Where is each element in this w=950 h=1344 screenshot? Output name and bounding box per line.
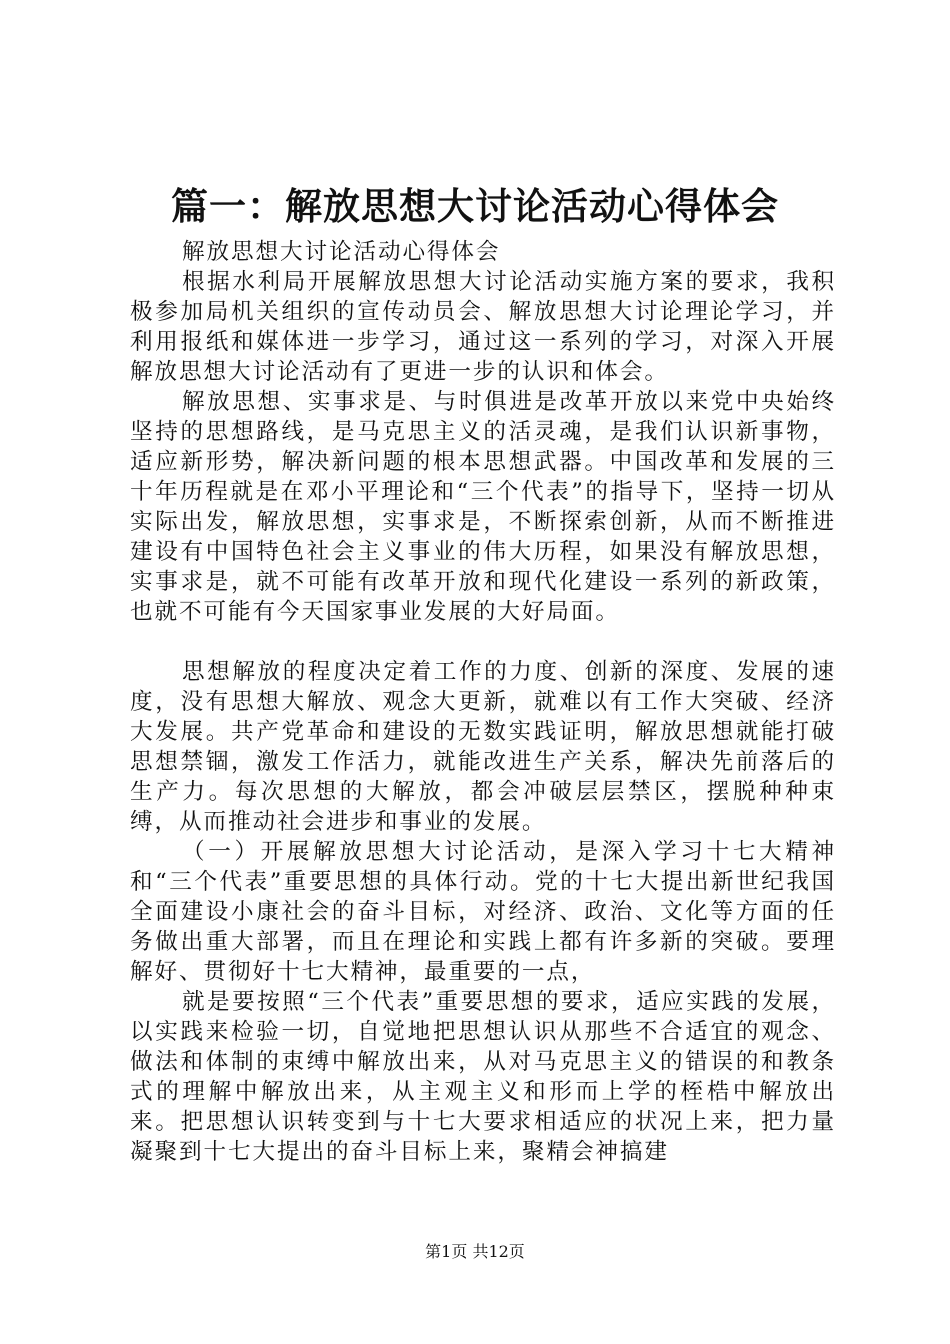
page-number-footer: 第1页 共12页 (425, 1242, 525, 1261)
body-paragraph: 思想解放的程度决定着工作的力度、创新的深度、发展的速度，没有思想大解放、观念大更新，就难以有工作大突破、经济大发展。共产党革命和建设的无数实践证明，解放思想就能打破思想禁锢，激发工作活力，就能改进生产关系，解决先前落后的生产力。每次思想的大解放，都会冲破层层禁区，摆脱种种束缚，从而推动社会进步和事业的发展。 (130, 659, 836, 835)
body-paragraph: 就是要按照“三个代表”重要思想的要求，适应实践的发展，以实践来检验一切，自觉地把思想认识从那些不合适宜的观念、做法和体制的束缚中解放出来，从对马克思主义的错误的和教条式的理解中解放出来，从主观主义和形而上学的桎梏中解放出来。把思想认识转变到与十七大要求相适应的状况上来，把力量凝聚到十七大提出的奋斗目标上来，聚精会神搞建 (130, 989, 836, 1165)
document-body (130, 237, 836, 1167)
body-paragraph: 根据水利局开展解放思想大讨论活动实施方案的要求，我积极参加局机关组织的宣传动员会、解放思想大讨论理论学习，并利用报纸和媒体进一步学习，通过这一系列的学习，对深入开展解放思想大讨论活动有了更进一步的认识和体会。 (130, 269, 836, 385)
body-paragraph: （一）开展解放思想大讨论活动，是深入学习十七大精神和“三个代表”重要思想的具体行动。党的十七大提出新世纪我国全面建设小康社会的奋斗目标，对经济、政治、文化等方面的任务做出重大部署，而且在理论和实践上都有许多新的突破。要理解好、贯彻好十七大精神，最重要的一点， (130, 839, 836, 985)
subtitle-paragraph: 解放思想大讨论活动心得体会 (182, 239, 501, 265)
document-title: 篇一：解放思想大讨论活动心得体会 (171, 185, 779, 228)
body-paragraph: 解放思想、实事求是、与时俱进是改革开放以来党中央始终坚持的思想路线，是马克思主义的活灵魂，是我们认识新事物，适应新形势，解决新问题的根本思想武器。中国改革和发展的三十年历程就是在邓小平理论和“三个代表”的指导下，坚持一切从实际出发，解放思想，实事求是，不断探索创新，从而不断推进建设有中国特色社会主义事业的伟大历程，如果没有解放思想，实事求是，就不可能有改革开放和现代化建设一系列的新政策，也就不可能有今天国家事业发展的大好局面。 (130, 389, 836, 625)
